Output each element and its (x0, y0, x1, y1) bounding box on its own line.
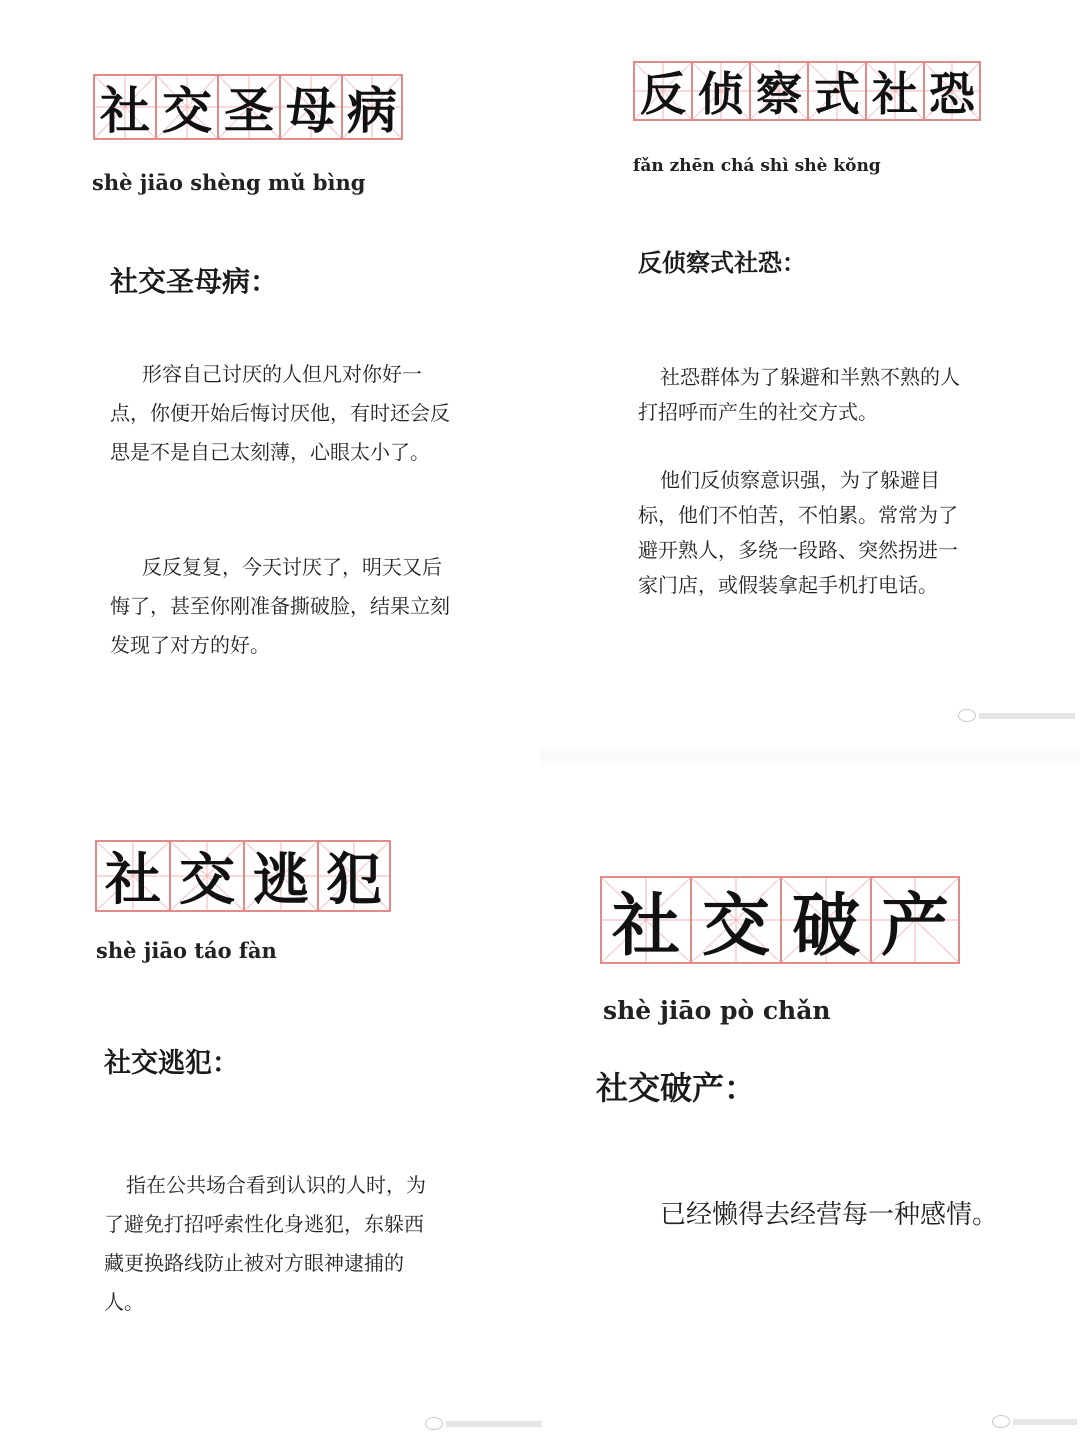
title-grid (633, 61, 981, 121)
title-char: 圣 (217, 74, 279, 140)
title-grid (95, 840, 391, 912)
title-char: 恐 (923, 61, 981, 121)
definition-heading: 反侦察式社恐： (638, 249, 806, 277)
title-grid (93, 74, 403, 140)
definition-paragraph: 社恐群体为了躲避和半熟不熟的人打招呼而产生的社交方式。 (638, 365, 960, 424)
watermark-mark (958, 708, 1075, 723)
title-char: 式 (807, 61, 865, 121)
definition-heading: 社交破产： (596, 1069, 757, 1107)
pinyin: shè jiāo táo fàn (96, 938, 277, 963)
definition-heading: 社交圣母病： (110, 265, 279, 298)
title-char: 逃 (243, 840, 317, 912)
pinyin: shè jiāo pò chǎn (603, 996, 831, 1025)
weibo-icon (958, 709, 976, 722)
definition-paragraph: 已经懒得去经营每一种感情。 (660, 1200, 999, 1230)
title-char: 交 (155, 74, 217, 140)
title-char: 社 (95, 840, 169, 912)
definition-paragraph: 指在公共场合看到认识的人时，为了避免打招呼索性化身逃犯，东躲西藏更换路线防止被对方眼神逮捕的人。 (104, 1173, 426, 1314)
title-char: 产 (870, 876, 960, 964)
pinyin: fǎn zhēn chá shì shè kǒng (633, 156, 881, 176)
title-char: 社 (93, 74, 155, 140)
title-char: 侦 (691, 61, 749, 121)
panel-divider (540, 745, 1080, 767)
title-char: 犯 (317, 840, 391, 912)
pinyin: shè jiāo shèng mǔ bìng (92, 170, 366, 195)
weibo-icon (992, 1415, 1010, 1428)
title-char: 社 (865, 61, 923, 121)
title-char: 病 (341, 74, 403, 140)
definition-paragraph: 形容自己讨厌的人但凡对你好一点，你便开始后悔讨厌他，有时还会反思是不是自己太刻薄，心眼太小了。 (110, 362, 450, 464)
definition-heading: 社交逃犯： (104, 1048, 239, 1079)
definition-paragraph: 他们反侦察意识强，为了躲避目标，他们不怕苦，不怕累。常常为了避开熟人，多绕一段路、突然拐进一家门店，或假装拿起手机打电话。 (638, 468, 958, 597)
watermark-mark (992, 1414, 1077, 1429)
title-char: 交 (690, 876, 780, 964)
title-char: 破 (780, 876, 870, 964)
title-grid (600, 876, 960, 964)
definition-paragraph: 反反复复，今天讨厌了，明天又后 悔了，甚至你刚准备撕破脸，结果立刻发现了对方的好。 (110, 555, 450, 657)
weibo-icon (425, 1417, 443, 1430)
title-char: 察 (749, 61, 807, 121)
title-char: 社 (600, 876, 690, 964)
title-char: 交 (169, 840, 243, 912)
title-char: 反 (633, 61, 691, 121)
title-char: 母 (279, 74, 341, 140)
watermark-mark (425, 1416, 542, 1431)
